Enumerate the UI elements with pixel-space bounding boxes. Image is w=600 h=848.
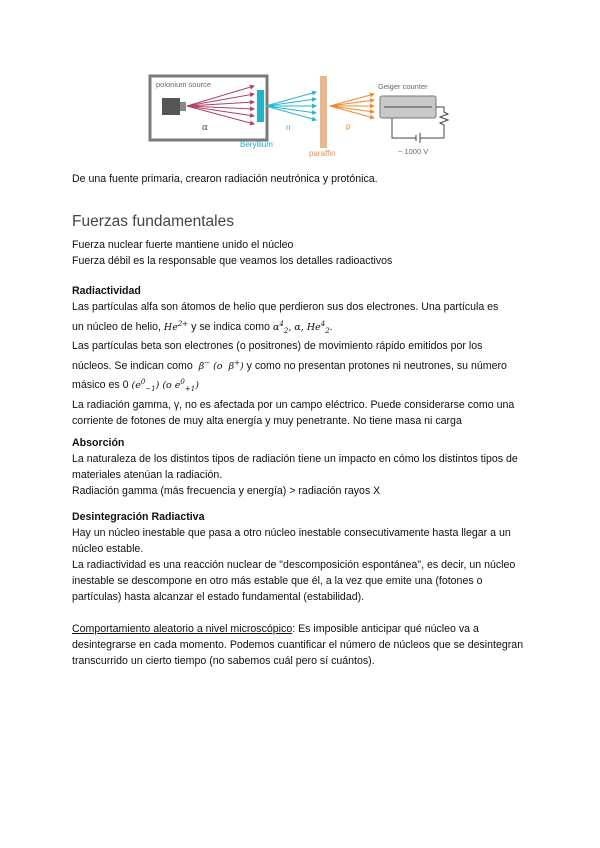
neutron-rays [266, 92, 316, 120]
radiactividad-section [72, 283, 532, 429]
mass-notation: $(e^0_{-1})$ (o $e^0_{+1}$) [131, 377, 199, 393]
proton-rays [330, 94, 374, 118]
section-title: Fuerzas fundamentales [72, 213, 234, 230]
desintegracion-heading: Desintegración Radiactiva [72, 511, 205, 523]
beta-line-3: másico es 0 $(e^0_{-1})$ (o $e^0_{+1}$) [72, 377, 199, 393]
geiger-counter-label: Geiger counter [378, 82, 428, 91]
beryllium-label: Beryllium [240, 140, 273, 149]
aleatorio-link: Comportamiento aleatorio a nivel microscópico [72, 623, 293, 635]
beta-line-1: Las partículas beta son electrones (o positrones) de movimiento rápido emitidos por los [72, 340, 483, 352]
desintegracion-p2: La radiactividad es una reacción nuclear de "descomposición espontánea", es decir, un núcleo inestable se descompone en otro más estable que él, a la vez que emite una (fotones o partículas) hasta alcanzar el estado fundamental (estabilidad). [72, 559, 516, 603]
forces-line-1: Fuerza nuclear fuerte mantiene unido el núcleo [72, 239, 294, 251]
alpha-label: α [202, 123, 209, 133]
alpha-line-2: un núcleo de helio, $He^{2+}$ y se indica como $\alpha^4_2$, α, $He^4_2$. [72, 319, 333, 335]
beta-line-2: núcleos. Se indican como β− (o β+) y como no presentan protones ni neutrones, su número [72, 358, 507, 372]
p-label: p [346, 122, 351, 131]
desintegracion-section [72, 509, 532, 669]
absorcion-heading: Absorción [72, 437, 125, 449]
paraffin-label: paraffin [309, 149, 336, 158]
alpha-line-1: Las partículas alfa son átomos de helio que perdieron sus dos electrones. Una partícula es [72, 301, 499, 313]
absorcion-text: La naturaleza de los distintos tipos de radiación tiene un impacto en cómo los distintos tipos de materiales atenúan la radiación. [72, 453, 518, 481]
desintegracion-p1: Hay un núcleo inestable que pasa a otro núcleo inestable consecutivamente hasta llegar a un núcleo estable. [72, 527, 511, 555]
alpha-notation: $\alpha^4_2$, α, $He^4_2$ [272, 319, 330, 335]
forces-line-2: Fuerza débil es la responsable que veamos los detalles radioactivos [72, 255, 393, 267]
beta-notation: β− (o β+) [195, 358, 244, 372]
paraffin-plate [320, 76, 327, 148]
radiactividad-heading: Radiactividad [72, 285, 141, 297]
gamma-text: La radiación gamma, γ, no es afectada por un campo eléctrico. Puede considerarse como una corriente de fotones de muy alta energía y muy penetrante. No tiene masa ni carga [72, 399, 515, 427]
n-label: n [286, 123, 291, 132]
absorcion-text-2: Radiación gamma (más frecuencia y energía) > radiación rayos X [72, 485, 381, 497]
intro-text: De una fuente primaria, crearon radiación neutrónica y protónica. [72, 173, 378, 185]
source-nozzle [180, 102, 186, 111]
beryllium-plate [257, 90, 264, 122]
polonium-source-label: polonium source [156, 80, 212, 89]
radiation-experiment-diagram [148, 72, 460, 162]
forces-block [72, 237, 532, 269]
absorcion-section [72, 435, 532, 499]
voltage-label: ~ 1000 V [398, 147, 429, 156]
helium-formula: $He^{2+}$ [163, 319, 189, 333]
desintegracion-p3: Comportamiento aleatorio a nivel microscópico: Es imposible anticipar qué núcleo va a desintegrarse en cada momento. Podemos cuantificar el número de núcleos que se desintegran transcurrido un cierto tiempo (no sabemos cuál pero sí cuántos). [72, 623, 524, 667]
source-body [162, 98, 180, 115]
